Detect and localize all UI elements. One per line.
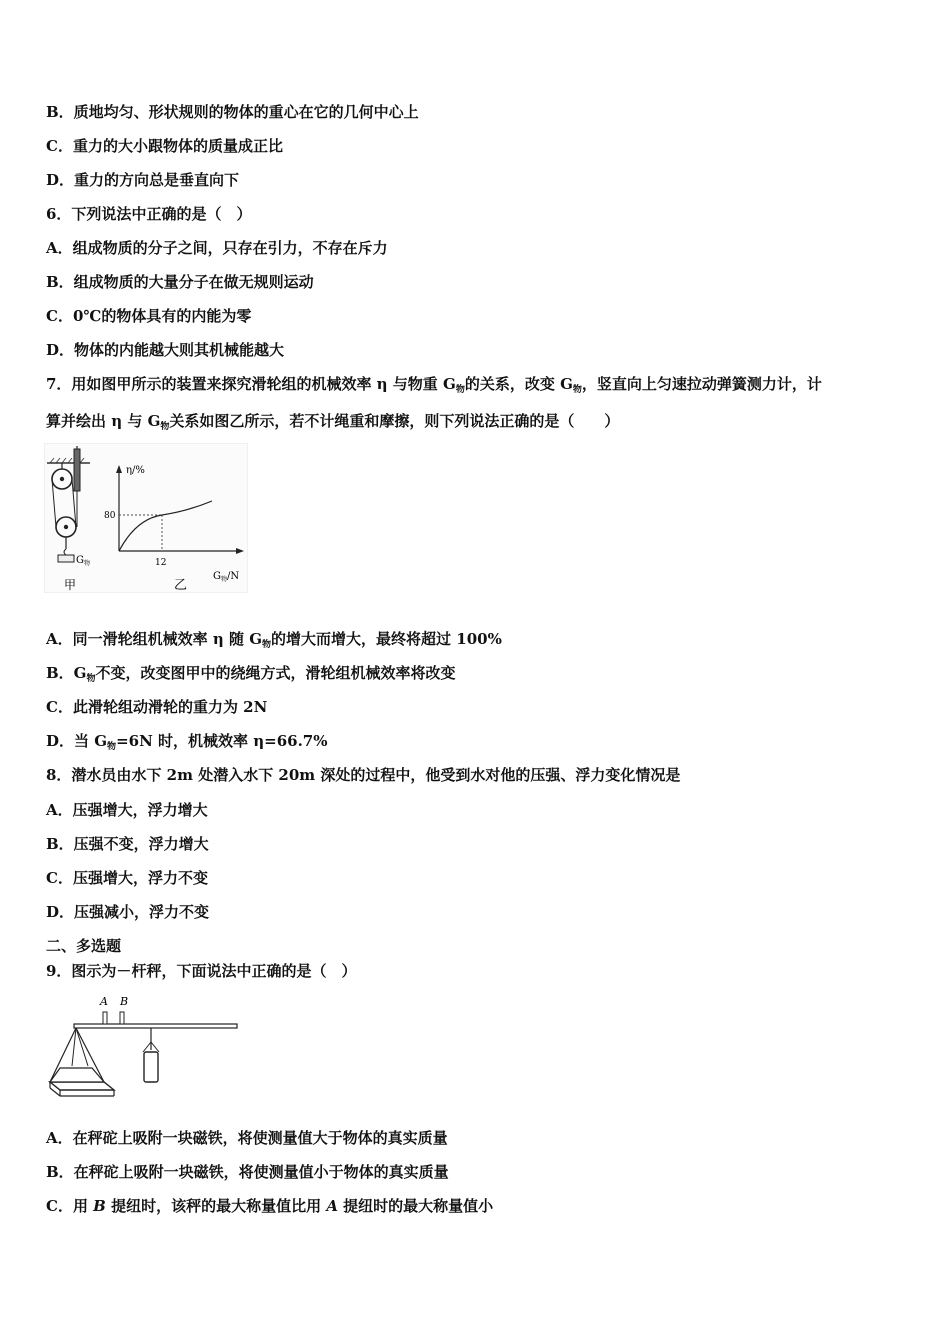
q7-option-b-text-2: 不变，改变图甲中的绕绳方式，滑轮组机械效率将改变 (95, 664, 456, 682)
q9-option-a: A．在秤砣上吸附一块磁铁，将使测量值大于物体的真实质量 (46, 1129, 448, 1147)
q8-option-b: B．压强不变，浮力增大 (46, 835, 209, 853)
q6-option-a: A．组成物质的分子之间，只存在引力，不存在斥力 (46, 239, 388, 257)
q8-option-a: A．压强增大，浮力增大 (46, 801, 208, 819)
x-axis-label: $G_物/N$ (213, 571, 240, 583)
q7-stem-line2 (46, 411, 619, 437)
figure-label-yi: 乙 (174, 578, 188, 593)
counterweight (144, 1052, 158, 1082)
q7-option-b-text: B．G (46, 664, 87, 682)
subscript: 物 (107, 742, 117, 752)
subscript: 物 (160, 422, 170, 432)
q9-option-c-text-3: 提纽时的最大称量值小 (337, 1197, 494, 1215)
q8-option-d: D．压强减小，浮力不变 (46, 903, 210, 921)
q5-option-c: C．重力的大小跟物体的质量成正比 (46, 137, 283, 155)
q7-stem-line1 (46, 374, 822, 400)
q9-option-b: B．在秤砣上吸附一块磁铁，将使测量值小于物体的真实质量 (46, 1163, 449, 1181)
q9-option-c (46, 1196, 493, 1216)
y-axis-label: η/% (126, 465, 145, 476)
q7-stem-text-c: ，竖直向上匀速拉动弹簧测力计，计 (581, 375, 822, 393)
steelyard-beam (74, 1024, 237, 1028)
q8-option-c: C．压强增大，浮力不变 (46, 869, 208, 887)
q7-option-d (46, 731, 327, 757)
q9-option-c-text: C．用 (46, 1197, 94, 1215)
q7-figure (44, 443, 248, 593)
label-a: A (100, 995, 108, 1008)
q5-option-d: D．重力的方向总是垂直向下 (46, 171, 240, 189)
figure-label-jia: 甲 (64, 578, 77, 592)
q7-stem-text-a: 7．用如图甲所示的装置来探究滑轮组的机械效率 η 与物重 G (46, 375, 456, 393)
x-marker-12: 12 (155, 558, 167, 568)
subscript: 物 (262, 640, 272, 650)
subscript: 物 (455, 385, 465, 395)
label-b: B (120, 995, 129, 1008)
q7-option-c: C．此滑轮组动滑轮的重力为 2N (46, 698, 268, 716)
q7-option-a-text-2: 的增大而增大，最终将超过 100% (271, 630, 502, 648)
q6-option-d: D．物体的内能越大则其机械能越大 (46, 341, 285, 359)
section-heading: 二、多选题 (46, 937, 122, 955)
q9-option-c-a: A (326, 1197, 338, 1215)
weight-label: $G_物$ (76, 555, 91, 567)
scale-pan (50, 1082, 114, 1090)
q7-stem-text-d: 算并绘出 η 与 G (46, 412, 161, 430)
q6-option-b: B．组成物质的大量分子在做无规则运动 (46, 273, 314, 291)
q5-option-b: B．质地均匀、形状规则的物体的重心在它的几何中心上 (46, 103, 419, 121)
hook-b (120, 1012, 124, 1024)
q7-stem-text-b: 的关系，改变 G (464, 375, 573, 393)
q6-option-c: C．0℃的物体具有的内能为零 (46, 307, 252, 325)
subscript: 物 (86, 674, 96, 684)
q7-stem-text-e: 关系如图乙所示，若不计绳重和摩擦，则下列说法正确的是（ ） (169, 412, 620, 430)
q9-option-c-text-2: 提纽时，该秤的最大称量值比用 (105, 1197, 327, 1215)
hook-a (103, 1012, 107, 1024)
q8-stem: 8．潜水员由水下 2m 处潜入水下 20m 深处的过程中，他受到水对他的压强、浮力变化情况是 (46, 766, 681, 784)
q7-option-b (46, 663, 456, 689)
q7-option-a-text: A．同一滑轮组机械效率 η 随 G (46, 630, 263, 648)
y-marker-80: 80 (104, 511, 116, 521)
q7-option-d-text: D．当 G (46, 732, 108, 750)
subscript: 物 (572, 385, 582, 395)
q6-stem: 6．下列说法中正确的是（ ） (46, 205, 252, 223)
q9-stem: 9．图示为－杆秤，下面说法中正确的是（ ） (46, 962, 357, 980)
q7-option-a (46, 629, 502, 655)
q7-option-d-text-2: =6N 时，机械效率 η=66.7% (116, 732, 328, 750)
q9-option-c-b: B (93, 1197, 106, 1215)
q9-steelyard-figure (44, 992, 244, 1102)
